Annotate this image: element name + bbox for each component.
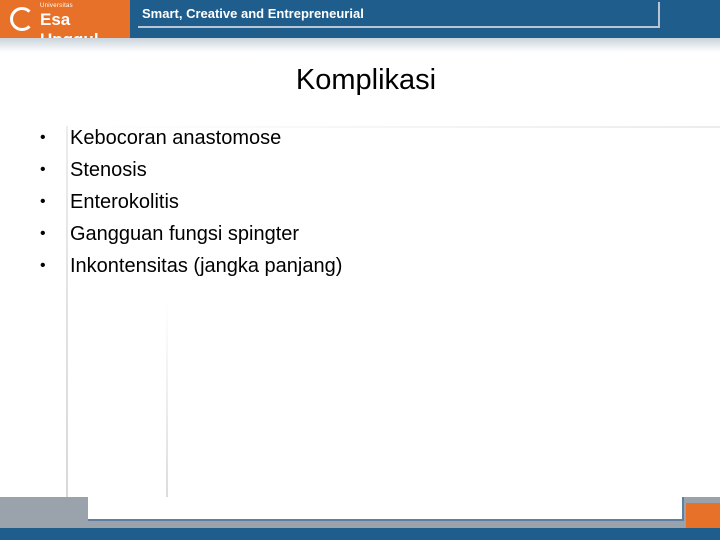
list-item	[40, 218, 342, 250]
list-item-text: Enterokolitis	[70, 190, 179, 213]
list-item	[40, 186, 342, 218]
bullet-icon: •	[40, 129, 46, 146]
logo-ring-icon	[10, 7, 34, 31]
header-shadow	[0, 38, 720, 52]
list-item	[40, 122, 342, 154]
university-logo	[0, 0, 130, 38]
list-item-text: Stenosis	[70, 158, 147, 181]
tagline: Smart, Creative and Entrepreneurial	[142, 6, 364, 21]
logo-caption: Universitas	[40, 3, 73, 9]
footer-strip	[0, 528, 720, 540]
list-item-text: Gangguan fungsi spingter	[70, 222, 300, 245]
slide-title: Komplikasi	[295, 64, 437, 96]
bullet-icon: •	[40, 193, 46, 210]
bullet-icon: •	[40, 225, 46, 242]
list-item-text: Kebocoran anastomose	[70, 126, 282, 149]
list-item	[40, 250, 342, 282]
bullet-list	[40, 122, 342, 282]
logo-name: Esa	[40, 10, 71, 29]
bullet-icon: •	[40, 257, 46, 274]
header-bar	[0, 0, 720, 38]
footer-panel	[88, 497, 684, 521]
list-item	[40, 154, 342, 186]
list-item-text: Inkontensitas (jangka panjang)	[70, 254, 343, 277]
bullet-icon: •	[40, 161, 46, 178]
decorative-line	[166, 300, 168, 500]
